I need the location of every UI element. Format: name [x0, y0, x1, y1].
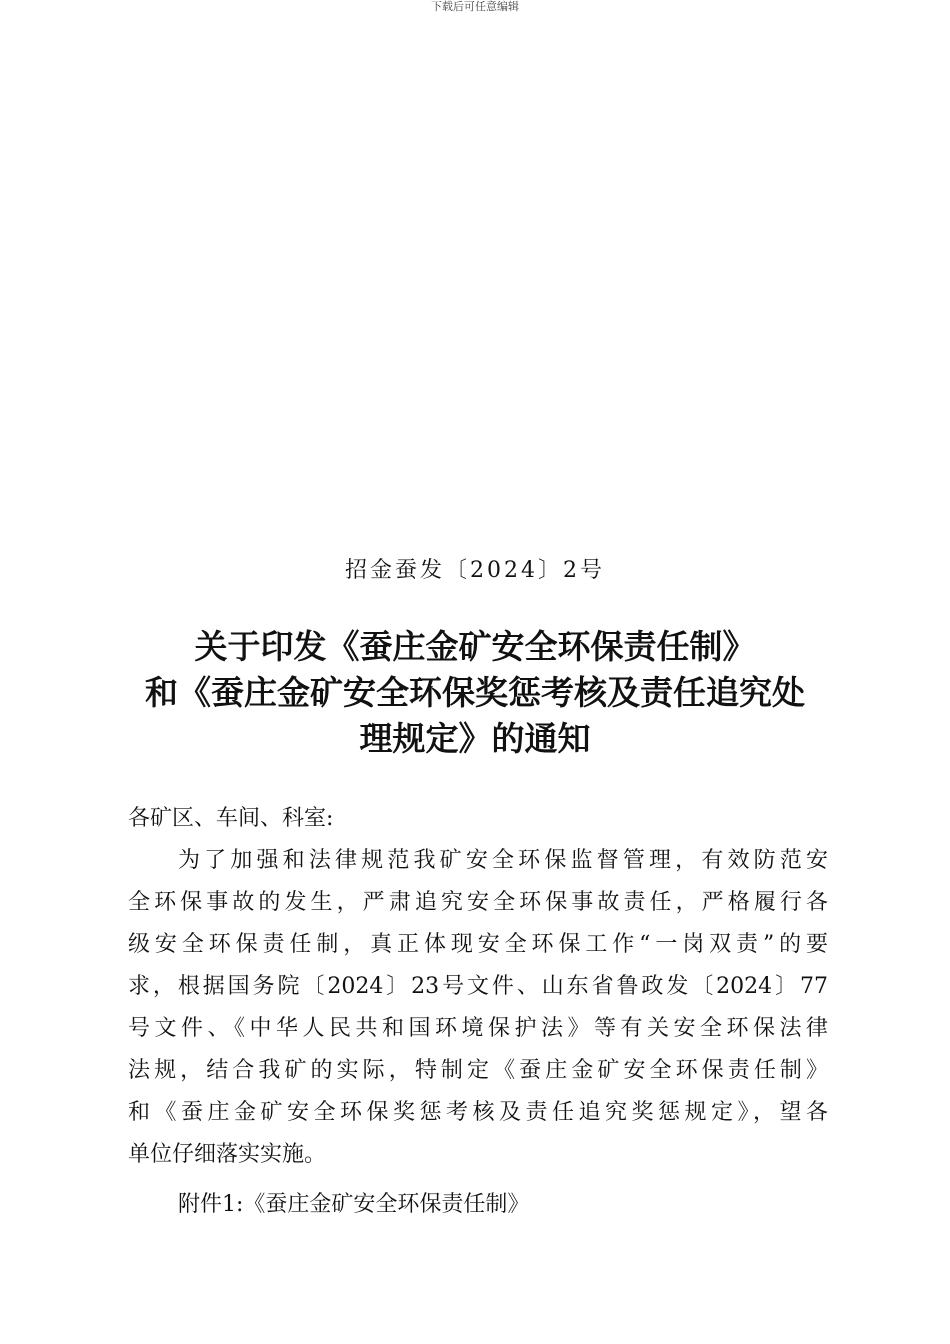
paragraph-line: 单位仔细落实实施。 [128, 1142, 327, 1167]
paragraph-line: 级安全环保责任制，真正体现安全环保工作“一岗双责”的要 [128, 932, 828, 957]
document-title [110, 624, 840, 762]
paragraph-line: 法规，结合我矿的实际，特制定《蚕庄金矿安全环保责任制》 [128, 1058, 828, 1083]
attachment-line: 附件1:《蚕庄金矿安全环保责任制》 [178, 1192, 530, 1217]
title-line: 和《蚕庄金矿安全环保奖惩考核及责任追究处 [145, 673, 805, 712]
document-body [128, 798, 828, 1226]
header-note: 下载后可任意编辑 [431, 0, 519, 13]
paragraph-line: 全环保事故的发生，严肃追究安全环保事故责任，严格履行各 [128, 890, 828, 915]
title-line: 理规定》的通知 [359, 719, 591, 758]
document-number: 招金蚕发〔2024〕2号 [345, 558, 605, 583]
paragraph-line: 为了加强和法律规范我矿安全环保监督管理，有效防范安 [178, 848, 828, 873]
paragraph-line: 求，根据国务院〔2024〕23号文件、山东省鲁政发〔2024〕77 [128, 974, 828, 999]
title-line: 关于印发《蚕庄金矿安全环保责任制》 [194, 627, 756, 666]
paragraph-line: 号文件、《中华人民共和国环境保护法》等有关安全环保法律 [128, 1016, 828, 1041]
salutation: 各矿区、车间、科室: [128, 806, 334, 831]
paragraph-line: 和《蚕庄金矿安全环保奖惩考核及责任追究奖惩规定》，望各 [128, 1100, 828, 1125]
